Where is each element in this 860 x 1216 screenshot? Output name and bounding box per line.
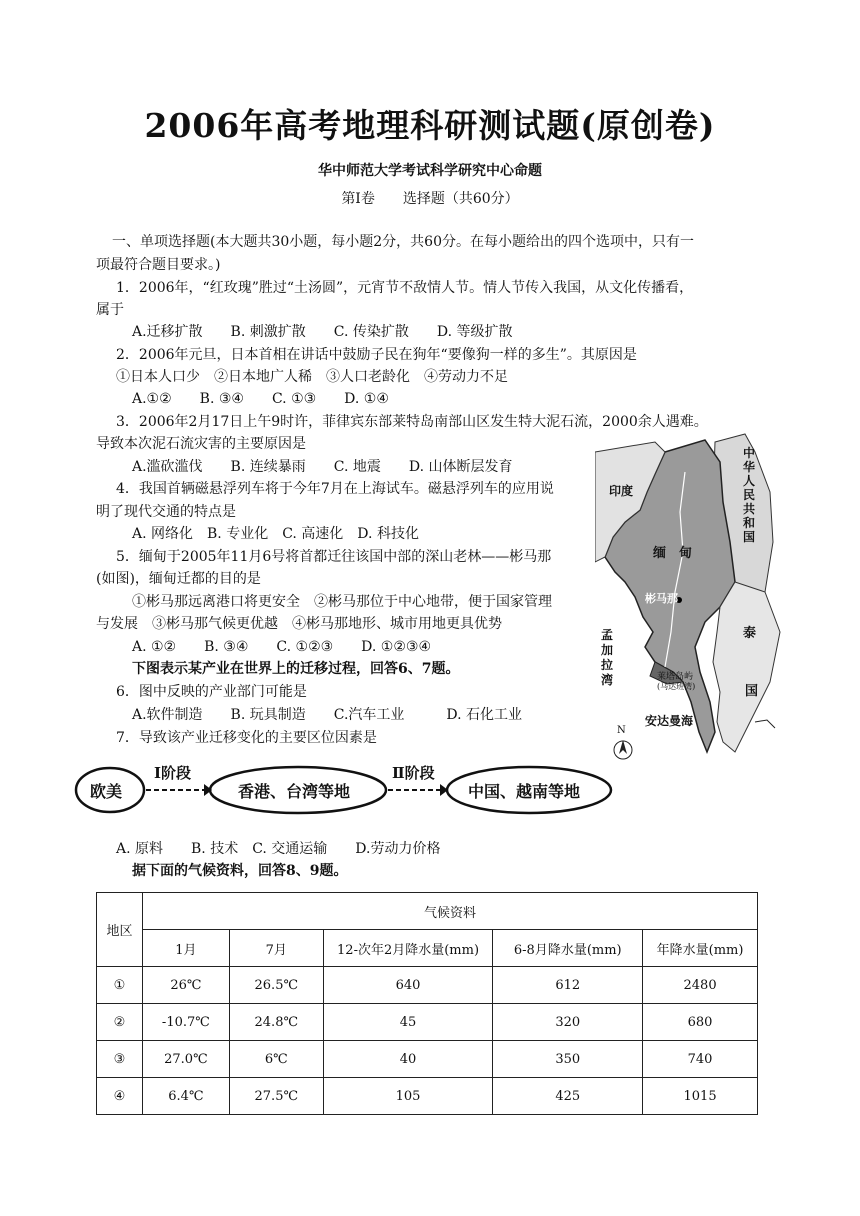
header-winter-precip: 12-次年2月降水量(mm) <box>323 930 493 967</box>
page-title: 2006年高考地理科研测试题(原创卷) <box>144 106 716 145</box>
table-row <box>97 967 758 1004</box>
cell-summer-precip: 612 <box>493 967 643 1004</box>
cell-summer-precip: 350 <box>493 1041 643 1078</box>
q3-options: A.滥砍滥伐 B. 连续暴雨 C. 地震 D. 山体断层发育 <box>132 459 513 475</box>
table-header-row <box>97 930 758 967</box>
cell-jan: 6.4℃ <box>142 1078 229 1115</box>
note-q6-q7: 下图表示某产业在世界上的迁移过程，回答6、7题。 <box>132 661 460 677</box>
header-annual-precip: 年降水量(mm) <box>643 930 758 967</box>
cell-region: ④ <box>97 1078 143 1115</box>
q7-options: A. 原料 B. 技术 C. 交通运输 D.劳动力价格 <box>116 841 441 857</box>
industry-migration-diagram <box>74 760 614 820</box>
myanmar-map <box>595 432 785 762</box>
cell-jan: 26℃ <box>142 967 229 1004</box>
label-andaman-sea: 安达曼海 <box>645 714 694 728</box>
q6-options: A.软件制造 B. 玩具制造 C.汽车工业 D. 石化工业 <box>132 707 523 723</box>
q2-options: A.①② B. ③④ C. ①③ D. ①④ <box>132 391 389 407</box>
note-q8-q9: 据下面的气候资料，回答8、9题。 <box>132 863 348 879</box>
q2-items: ①日本人口少 ②日本地广人稀 ③人口老龄化 ④劳动力不足 <box>116 369 508 385</box>
cell-jul: 6℃ <box>229 1041 323 1078</box>
label-pyinmana: 彬马那 <box>645 592 678 605</box>
header-jan: 1月 <box>142 930 229 967</box>
table-row <box>97 1041 758 1078</box>
cell-summer-precip: 320 <box>493 1004 643 1041</box>
intro-line-1: 一、单项选择题(本大题共30小题，每小题2分，共60分。在每小题给出的四个选项中，只有一 <box>112 234 694 250</box>
north-arrow-icon: N <box>617 725 626 736</box>
cell-jul: 24.8℃ <box>229 1004 323 1041</box>
label-bengal-bay: 孟加拉湾 <box>601 628 614 687</box>
label-china: 中华人民共和国 <box>743 446 756 544</box>
q5-items-1: ①彬马那远离港口将更安全 ②彬马那位于中心地带，便于国家管理 <box>132 594 552 610</box>
q4-stem-cont: 明了现代交通的特点是 <box>96 504 236 520</box>
header-climate-data: 气候资料 <box>142 893 757 930</box>
q5-stem-cont: (如图)，缅甸迁都的目的是 <box>96 571 261 587</box>
intro-line-2: 项最符合题目要求。) <box>96 257 221 273</box>
flow-node-china-vietnam: 中国、越南等地 <box>468 782 581 801</box>
label-island-sub: (马达班湾) <box>657 682 696 691</box>
q7-stem: 7．导致该产业迁移变化的主要区位因素是 <box>116 730 377 746</box>
cell-annual-precip: 2480 <box>643 967 758 1004</box>
q4-options: A. 网络化 B. 专业化 C. 高速化 D. 科技化 <box>132 526 419 542</box>
header-region: 地区 <box>97 893 143 967</box>
q4-stem: 4．我国首辆磁悬浮列车将于今年7月在上海试车。磁悬浮列车的应用说 <box>116 481 554 497</box>
cell-annual-precip: 680 <box>643 1004 758 1041</box>
cell-region: ② <box>97 1004 143 1041</box>
label-island: 莱塔岛屿 <box>657 672 694 682</box>
q3-stem: 3．2006年2月17日上午9时许，菲律宾东部莱特岛南部山区发生特大泥石流，2000余人遇难。 <box>116 414 708 430</box>
q1-options: A.迁移扩散 B. 刺激扩散 C. 传染扩散 D. 等级扩散 <box>132 324 513 340</box>
header-jul: 7月 <box>229 930 323 967</box>
q3-stem-cont: 导致本次泥石流灾害的主要原因是 <box>96 436 306 452</box>
cell-jan: -10.7℃ <box>142 1004 229 1041</box>
q5-options: A. ①② B. ③④ C. ①②③ D. ①②③④ <box>132 639 431 655</box>
cell-winter-precip: 45 <box>323 1004 493 1041</box>
flow-node-hongkong-taiwan: 香港、台湾等地 <box>238 782 351 801</box>
cell-annual-precip: 740 <box>643 1041 758 1078</box>
cell-summer-precip: 425 <box>493 1078 643 1115</box>
table-row <box>97 1078 758 1115</box>
cell-jan: 27.0℃ <box>142 1041 229 1078</box>
q1-stem-cont: 属于 <box>96 302 124 318</box>
cell-winter-precip: 40 <box>323 1041 493 1078</box>
label-india: 印度 <box>609 484 634 498</box>
cell-region: ③ <box>97 1041 143 1078</box>
flow-stage-2: Ⅱ阶段 <box>392 764 435 782</box>
label-myanmar: 缅 甸 <box>653 546 693 561</box>
climate-table <box>96 892 758 1115</box>
cell-winter-precip: 640 <box>323 967 493 1004</box>
label-thailand-2: 国 <box>745 684 759 699</box>
q5-stem: 5．缅甸于2005年11月6号将首都迁往该国中部的深山老林——彬马那 <box>116 549 552 565</box>
table-header-row-group <box>97 893 758 930</box>
section-heading: 第Ⅰ卷 选择题（共60分） <box>341 191 519 207</box>
q5-items-2: 与发展 ③彬马那气候更优越 ④彬马那地形、城市用地更具优势 <box>96 616 502 632</box>
cell-winter-precip: 105 <box>323 1078 493 1115</box>
q6-stem: 6．图中反映的产业部门可能是 <box>116 684 307 700</box>
label-thailand: 泰 <box>743 626 757 641</box>
flow-node-europe-america: 欧美 <box>90 782 123 801</box>
cell-jul: 26.5℃ <box>229 967 323 1004</box>
cell-region: ① <box>97 967 143 1004</box>
page-subtitle: 华中师范大学考试科学研究中心命题 <box>318 163 542 179</box>
flow-stage-1: Ⅰ阶段 <box>154 764 192 782</box>
q1-stem: 1．2006年，“红玫瑰”胜过“土汤圆”，元宵节不敌情人节。情人节传入我国，从文化传播看， <box>116 280 694 296</box>
cell-jul: 27.5℃ <box>229 1078 323 1115</box>
table-row <box>97 1004 758 1041</box>
cell-annual-precip: 1015 <box>643 1078 758 1115</box>
header-summer-precip: 6-8月降水量(mm) <box>493 930 643 967</box>
q2-stem: 2．2006年元旦，日本首相在讲话中鼓励子民在狗年“要像狗一样的多生”。其原因是 <box>116 347 637 363</box>
